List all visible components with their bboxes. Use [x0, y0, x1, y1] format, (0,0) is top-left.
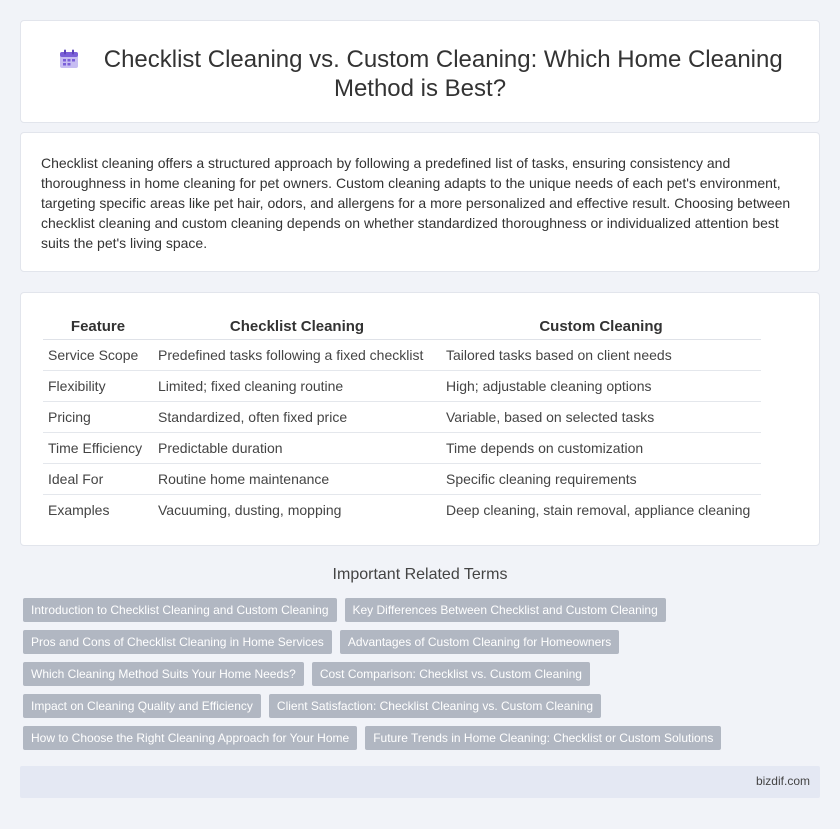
table-row — [43, 464, 761, 495]
comparison-table-card — [20, 292, 820, 546]
page-title: Checklist Cleaning vs. Custom Cleaning: Which Home Cleaning Method is Best? — [103, 46, 783, 102]
table-cell-checklist: Vacuuming, dusting, mopping — [158, 502, 342, 519]
related-terms-heading: Important Related Terms — [332, 566, 508, 583]
table-cell-custom: Specific cleaning requirements — [441, 464, 761, 495]
table-cell-checklist: Predictable duration — [153, 433, 441, 464]
table-row — [43, 402, 761, 433]
footer — [20, 766, 820, 798]
table-cell-checklist: Predefined tasks following a fixed checklist — [153, 340, 441, 371]
table-cell-checklist: Routine home maintenance — [153, 464, 441, 495]
table-cell-feature: Examples — [48, 502, 110, 519]
related-term-tag[interactable]: Impact on Cleaning Quality and Efficiency — [23, 694, 261, 718]
tag-row — [23, 662, 803, 686]
table-cell-feature: Flexibility — [43, 371, 153, 402]
table-cell-custom: Time depends on customization — [441, 433, 761, 464]
table-cell-custom: High; adjustable cleaning options — [441, 371, 761, 402]
footer-site-link[interactable]: bizdif.com — [755, 774, 810, 788]
related-term-tag[interactable]: How to Choose the Right Cleaning Approach for Your Home — [23, 726, 357, 750]
related-term-tag[interactable]: Introduction to Checklist Cleaning and Custom Cleaning — [23, 598, 337, 622]
tag-row — [23, 598, 803, 622]
table-cell-feature: Ideal For — [43, 464, 153, 495]
header-checklist: Checklist Cleaning — [153, 313, 441, 340]
table-cell-checklist: Standardized, often fixed price — [153, 402, 441, 433]
title-card — [20, 20, 820, 123]
calendar-icon — [57, 47, 81, 71]
table-cell-custom: Tailored tasks based on client needs — [441, 340, 761, 371]
title-wrap — [21, 45, 819, 103]
header-feature: Feature — [43, 313, 153, 340]
related-term-tag[interactable]: Advantages of Custom Cleaning for Homeowners — [340, 630, 619, 654]
table-cell-custom: Variable, based on selected tasks — [441, 402, 761, 433]
table-cell-feature: Service Scope — [43, 340, 153, 371]
related-term-tag[interactable]: Future Trends in Home Cleaning: Checklist or Custom Solutions — [365, 726, 721, 750]
related-terms-list — [23, 598, 803, 758]
related-term-tag[interactable]: Pros and Cons of Checklist Cleaning in Home Services — [23, 630, 332, 654]
table-row — [43, 340, 761, 371]
table-row — [43, 371, 761, 402]
table-cell-custom: Deep cleaning, stain removal, appliance cleaning — [446, 502, 751, 519]
header-custom: Custom Cleaning — [441, 313, 761, 340]
related-term-tag[interactable]: Key Differences Between Checklist and Custom Cleaning — [345, 598, 666, 622]
related-term-tag[interactable]: Client Satisfaction: Checklist Cleaning vs. Custom Cleaning — [269, 694, 601, 718]
table-cell-feature: Time Efficiency — [43, 433, 153, 464]
table-header-row — [43, 313, 761, 340]
tag-row — [23, 694, 803, 718]
table-row — [43, 495, 761, 526]
intro-card — [20, 132, 820, 272]
intro-paragraph: Checklist cleaning offers a structured approach by following a predefined list of tasks, ensuring consistency and thoroughness in home cleaning for pet owners. Custom cleaning adapts to the unique needs of each pet's environment, targeting specific areas like pet hair, odors, and allergens for a more personalized and effective result. Choosing between checklist cleaning and custom cleaning depends on whether standardized thoroughness or individualized attention best suits the pet's living space. — [41, 155, 791, 251]
tag-row — [23, 726, 803, 750]
table-cell-feature: Pricing — [43, 402, 153, 433]
tag-row — [23, 630, 803, 654]
related-term-tag[interactable]: Cost Comparison: Checklist vs. Custom Cleaning — [312, 662, 590, 686]
related-term-tag[interactable]: Which Cleaning Method Suits Your Home Needs? — [23, 662, 304, 686]
table-row — [43, 433, 761, 464]
comparison-table — [43, 313, 761, 526]
table-cell-checklist: Limited; fixed cleaning routine — [153, 371, 441, 402]
